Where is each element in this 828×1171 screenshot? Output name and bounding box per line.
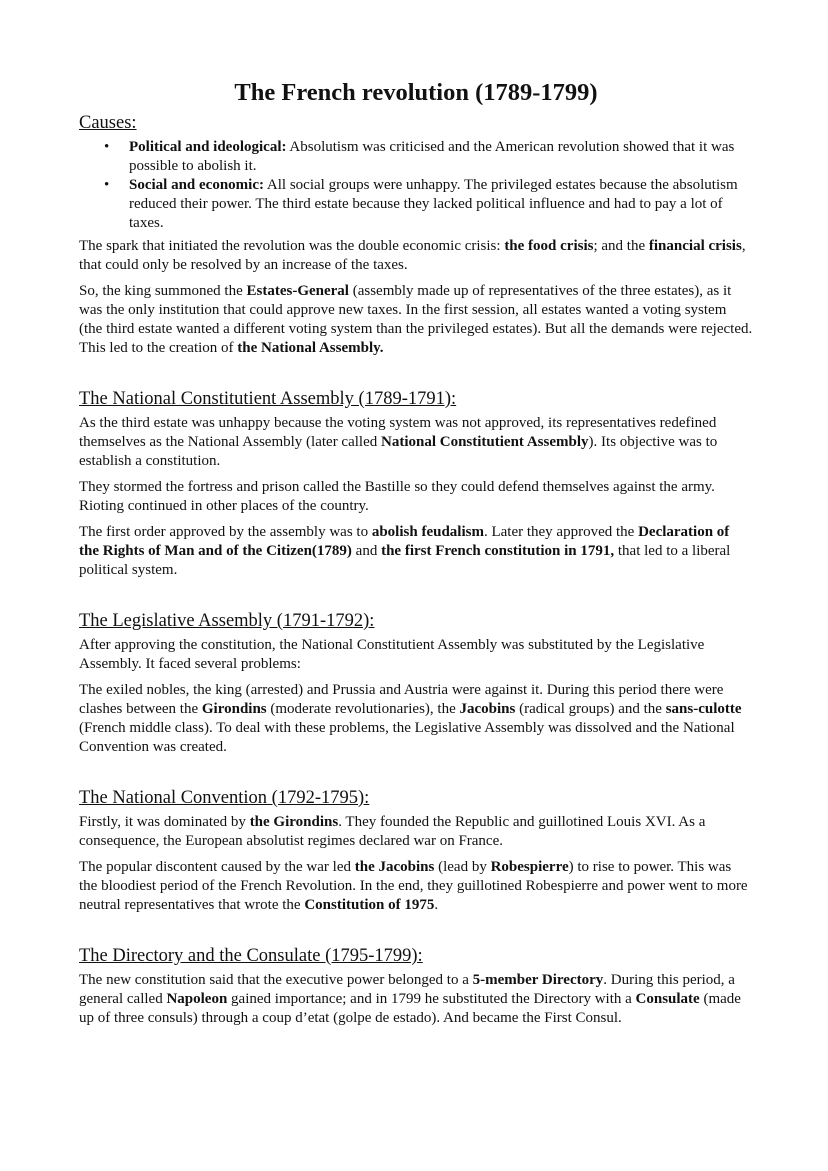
- bold-text: the first French constitution in 1791,: [381, 543, 615, 559]
- paragraph: [79, 237, 753, 275]
- text-run: that led to a liberal political system.: [79, 543, 731, 578]
- sections: [79, 388, 753, 1028]
- text-run: The exiled nobles, the king (arrested) and Prussia and Austria were against it. During this period there were clashes between the: [79, 682, 724, 717]
- paragraph: [79, 523, 753, 580]
- text-run: (French middle class). To deal with these problems, the Legislative Assembly was dissolved and the National Convention was created.: [79, 720, 735, 755]
- bold-text: Consulate: [635, 991, 700, 1007]
- text-run: (moderate revolutionaries), the: [266, 701, 460, 717]
- bold-text: Social and economic:: [129, 177, 264, 193]
- bold-text: Declaration of the Rights of Man and of the Citizen(1789): [79, 524, 730, 559]
- text-run: They stormed the fortress and prison called the Bastille so they could defend themselves against the army. Rioting continued in other places of the country.: [79, 479, 715, 514]
- text-run: After approving the constitution, the National Constitutient Assembly was substituted by the Legislative Assembly. It faced several problems:: [79, 637, 705, 672]
- text-run: . They founded the Republic and guillotined Louis XVI. As a consequence, the European absolutist regimes declared war on France.: [79, 814, 706, 849]
- bold-text: abolish feudalism: [371, 524, 484, 540]
- causes-list: [79, 138, 753, 233]
- text-run: ; and the: [593, 238, 649, 254]
- bold-text: the food crisis: [504, 238, 594, 254]
- text-run: (lead by: [434, 859, 491, 875]
- bold-text: Political and ideological:: [129, 139, 287, 155]
- paragraph: [79, 478, 753, 516]
- bold-text: financial crisis: [648, 238, 742, 254]
- text-run: gained importance; and in 1799 he substituted the Directory with a: [227, 991, 636, 1007]
- page-title: The French revolution (1789-1799): [234, 79, 598, 106]
- text-run: . During this period, a general called: [79, 972, 735, 1007]
- bold-text: 5-member Directory: [472, 972, 604, 988]
- text-run: The new constitution said that the executive power belonged to a: [79, 972, 473, 988]
- bold-text: the National Assembly.: [237, 340, 384, 356]
- section-heading: The National Constitutient Assembly (1789-1791):: [79, 389, 457, 409]
- text-run: (made up of three consuls) through a coup d’etat (golpe de estado). And became the First Consul.: [79, 991, 741, 1026]
- text-run: and: [351, 543, 382, 559]
- bold-text: Estates-General: [246, 283, 349, 299]
- paragraph: [79, 414, 753, 471]
- bold-text: Constitution of 1975: [304, 897, 435, 913]
- text-run: The popular discontent caused by the war led: [79, 859, 355, 875]
- paragraph: [79, 813, 753, 851]
- text-run: (radical groups) and the: [515, 701, 666, 717]
- paragraph: [79, 282, 753, 358]
- bold-text: Jacobins: [459, 701, 516, 717]
- bold-text: the Jacobins: [354, 859, 435, 875]
- bold-text: sans-culotte: [665, 701, 742, 717]
- text-run: Absolutism was criticised and the American revolution showed that it was possible to abolish it.: [129, 139, 735, 174]
- bold-text: the Girondins: [249, 814, 339, 830]
- text-run: Firstly, it was dominated by: [79, 814, 250, 830]
- text-run: All social groups were unhappy. The privileged estates because the absolutism reduced their power. The third estate because they lacked political influence and had to pay a lot of taxes.: [129, 177, 738, 231]
- text-run: The spark that initiated the revolution was the double economic crisis:: [79, 238, 505, 254]
- section-heading: The Directory and the Consulate (1795-1799):: [79, 946, 423, 966]
- text-run: The first order approved by the assembly was to: [79, 524, 372, 540]
- text-run: So, the king summoned the: [79, 283, 247, 299]
- text-run: ). Its objective was to establish a constitution.: [79, 434, 718, 469]
- text-run: . Later they approved the: [483, 524, 639, 540]
- document-page: [79, 78, 753, 1035]
- section-heading-causes: Causes:: [79, 113, 137, 133]
- bold-text: Robespierre: [490, 859, 569, 875]
- list-item: [104, 176, 753, 233]
- section-heading: The National Convention (1792-1795):: [79, 788, 370, 808]
- list-item: [104, 138, 753, 176]
- bold-text: Girondins: [201, 701, 267, 717]
- paragraph: [79, 681, 753, 757]
- text-run: As the third estate was unhappy because the voting system was not approved, its representatives redefined themselves as the National Assembly (later called: [79, 415, 717, 450]
- paragraph: [79, 636, 753, 674]
- bullet-icon: •: [104, 177, 110, 193]
- bold-text: Napoleon: [166, 991, 228, 1007]
- paragraph: [79, 971, 753, 1028]
- bullet-icon: •: [104, 139, 110, 155]
- text-run: (assembly made up of representatives of the three estates), as it was the only institution that could approve new taxes. In the first session, all estates wanted a voting system (the third estate wanted a different voting system than the privileged estates). But all the demands were rejected. This led to the creation of: [79, 283, 753, 356]
- section-heading: The Legislative Assembly (1791-1792):: [79, 611, 375, 631]
- paragraph: [79, 858, 753, 915]
- text-run: .: [434, 897, 439, 913]
- causes-paragraphs: [79, 237, 753, 358]
- text-run: ) to rise to power. This was the bloodiest period of the French Revolution. In the end, they guillotined Robespierre and power went to more neutral representatives that wrote the: [79, 859, 748, 913]
- text-run: , that could only be resolved by an increase of the taxes.: [79, 238, 746, 273]
- bold-text: National Constitutient Assembly: [381, 434, 589, 450]
